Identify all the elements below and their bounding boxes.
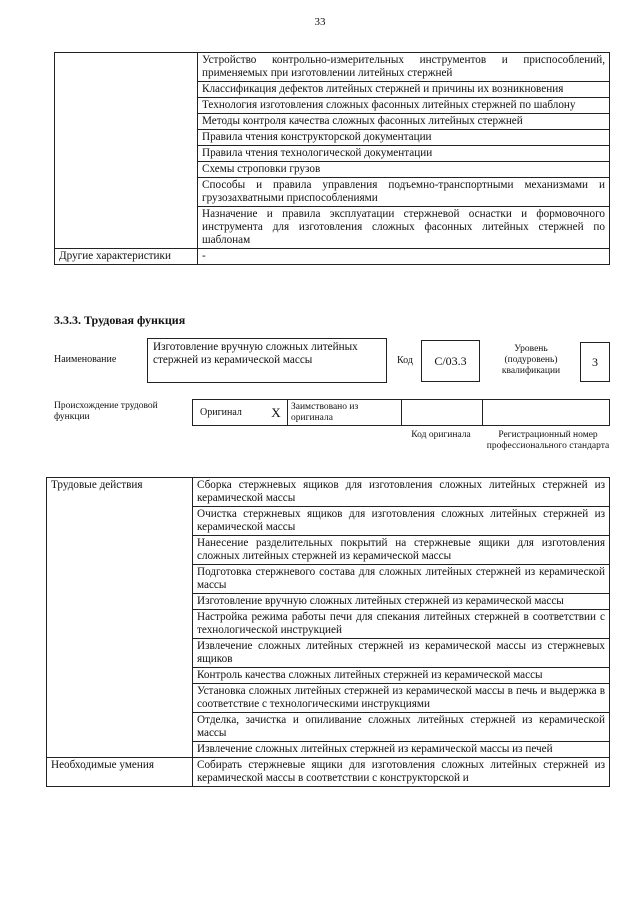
knowledge-item: Способы и правила управления подъемно-транспортными механизмами и грузозахватными приспособлениями: [198, 178, 610, 207]
labor-action-item: Отделка, зачистка и опиливание сложных литейных стержней из керамической массы: [193, 713, 610, 742]
name-label: Наименование: [54, 354, 117, 365]
labor-action-item: Очистка стержневых ящиков для изготовления сложных литейных стержней из керамической массы: [193, 507, 610, 536]
origin-label: Происхождение трудовой функции: [54, 401, 158, 422]
knowledge-item: Схемы строповки грузов: [198, 162, 610, 178]
knowledge-item: Назначение и правила эксплуатации стержневой оснастки и формовочного инструмента для изготовления сложных фасонных литейных стержней по шаблонам: [198, 207, 610, 249]
labor-action-item: Изготовление вручную сложных литейных стержней из керамической массы: [193, 594, 610, 610]
original-mark: X: [271, 405, 281, 420]
table-row: [55, 53, 610, 82]
registration-number-label: Регистрационный номер профессионального стандарта: [486, 430, 610, 451]
other-characteristics-label: Другие характеристики: [55, 249, 198, 265]
labor-actions-label: Трудовые действия: [47, 478, 193, 758]
labor-action-item: Контроль качества сложных литейных стержней из керамической массы: [193, 668, 610, 684]
knowledge-item: Правила чтения технологической документации: [198, 146, 610, 162]
skill-item: Собирать стержневые ящики для изготовления сложных литейных стержней из керамической массы в соответствии с конструкторской и: [193, 758, 610, 787]
code-value-box: C/03.3: [421, 340, 480, 382]
required-skills-label: Необходимые умения: [47, 758, 193, 787]
origin-row: [192, 399, 610, 426]
knowledge-item: Технология изготовления сложных фасонных литейных стержней по шаблону: [198, 98, 610, 114]
knowledge-item: Методы контроля качества сложных фасонных литейных стержней: [198, 114, 610, 130]
divider: [401, 400, 402, 425]
labor-action-item: Установка сложных литейных стержней из керамической массы в печь и выдержка в соответствие с технологическими инструкциями: [193, 684, 610, 713]
requirements-table: [54, 52, 610, 265]
table-row: [47, 478, 610, 507]
labor-action-item: Сборка стержневых ящиков для изготовления сложных литейных стержней из керамической массы: [193, 478, 610, 507]
function-name-box: Изготовление вручную сложных литейных стержней из керамической массы: [147, 338, 387, 383]
code-label: Код: [397, 355, 413, 366]
divider: [287, 400, 288, 425]
code-original-label: Код оригинала: [411, 430, 471, 440]
labor-action-item: Извлечение сложных литейных стержней из керамической массы из печей: [193, 742, 610, 758]
original-label: Оригинал: [200, 407, 242, 418]
labor-functions-table: [46, 477, 610, 787]
knowledge-item: Устройство контрольно-измерительных инструментов и приспособлений, применяемых при изготовлении литейных стержней: [198, 53, 610, 82]
knowledge-item: Классификация дефектов литейных стержней и причины их возникновения: [198, 82, 610, 98]
other-characteristics-value: -: [198, 249, 610, 265]
labor-action-item: Настройка режима работы печи для спекания литейных стержней в соответствии с технологической инструкцией: [193, 610, 610, 639]
knowledge-item: Правила чтения конструкторской документации: [198, 130, 610, 146]
qualification-level-box: 3: [580, 342, 610, 382]
table-row: [47, 758, 610, 787]
table-row: [55, 249, 610, 265]
divider: [482, 400, 483, 425]
section-title: 3.3.3. Трудовая функция: [54, 313, 186, 327]
labor-action-item: Нанесение разделительных покрытий на стержневые ящики для изготовления сложных литейных стержней из керамической массы: [193, 536, 610, 565]
borrowed-label: Заимствовано из оригинала: [291, 402, 359, 423]
page-number: 33: [314, 16, 326, 28]
labor-action-item: Извлечение сложных литейных стержней из керамической массы из стержневых ящиков: [193, 639, 610, 668]
qualification-level-label: Уровень (подуровень) квалификации: [501, 344, 561, 376]
labor-action-item: Подготовка стержневого состава для сложных литейных стержней из керамической массы: [193, 565, 610, 594]
knowledge-label-cell: [55, 53, 198, 249]
